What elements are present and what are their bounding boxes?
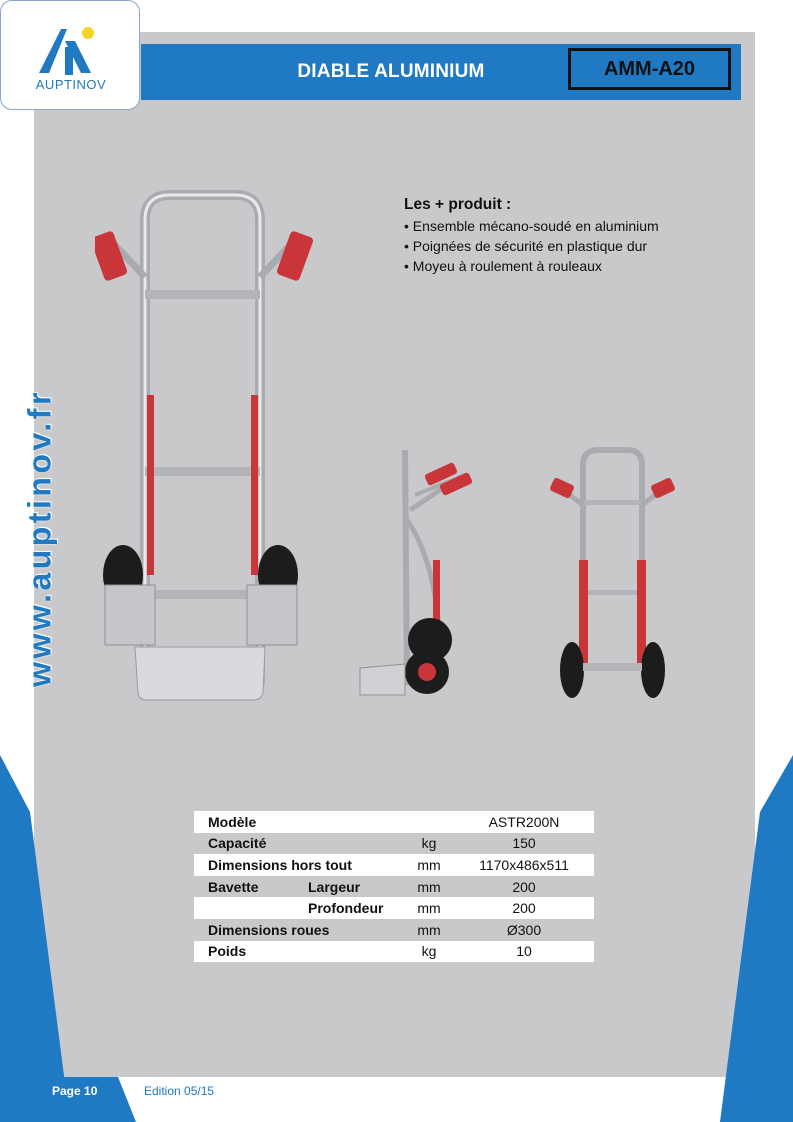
spec-value: ASTR200N — [454, 811, 594, 833]
logo-mark-icon — [1, 1, 141, 81]
hand-truck-back-image — [545, 445, 680, 705]
specifications-table — [194, 811, 594, 962]
hand-truck-front-image — [95, 185, 315, 710]
right-blue-corner — [720, 755, 793, 1122]
edition-label: Edition 05/15 — [144, 1084, 215, 1098]
hand-truck-side-image — [355, 440, 475, 700]
spec-label: Bavette — [194, 876, 308, 898]
spec-unit: mm — [404, 897, 454, 919]
highlights-title: Les + produit : — [404, 196, 512, 213]
spec-sublabel: Profondeur — [308, 897, 404, 919]
highlight-item: • Moyeu à roulement à rouleaux — [404, 256, 659, 276]
spec-label: Modèle — [194, 811, 404, 833]
page-title: DIABLE ALUMINIUM — [297, 61, 485, 82]
website-url: www.auptinov.fr — [21, 389, 58, 687]
spec-value: 10 — [454, 941, 594, 963]
spec-value: 1170x486x511 — [454, 854, 594, 876]
product-reference: AMM-A20 — [568, 48, 731, 90]
spec-label: Dimensions hors tout — [194, 854, 404, 876]
spec-unit: mm — [404, 876, 454, 898]
spec-sublabel: Largeur — [308, 876, 404, 898]
spec-unit: mm — [404, 854, 454, 876]
page-number: Page 10 — [52, 1084, 98, 1098]
spec-value: 150 — [454, 833, 594, 855]
logo-text: AUPTINOV — [35, 77, 107, 92]
spec-label: Dimensions roues — [194, 919, 404, 941]
logo — [0, 0, 140, 110]
spec-value: 200 — [454, 876, 594, 898]
highlight-item: • Ensemble mécano-soudé en aluminium — [404, 216, 659, 236]
spec-row-plate-depth — [194, 897, 594, 919]
spec-row-plate-width — [194, 876, 594, 898]
spec-label — [194, 897, 308, 919]
spec-row-capacity — [194, 833, 594, 855]
spec-unit: kg — [404, 833, 454, 855]
spec-value: 200 — [454, 897, 594, 919]
spec-label: Poids — [194, 941, 404, 963]
spec-label: Capacité — [194, 833, 404, 855]
spec-unit — [404, 811, 454, 833]
spec-unit: kg — [404, 941, 454, 963]
highlight-item: • Poignées de sécurité en plastique dur — [404, 236, 659, 256]
spec-row-model — [194, 811, 594, 833]
spec-row-weight — [194, 941, 594, 963]
spec-value: Ø300 — [454, 919, 594, 941]
spec-row-wheel-size — [194, 919, 594, 941]
left-blue-corner — [0, 755, 70, 1122]
spec-unit: mm — [404, 919, 454, 941]
spec-row-dimensions — [194, 854, 594, 876]
product-highlights — [404, 196, 659, 276]
